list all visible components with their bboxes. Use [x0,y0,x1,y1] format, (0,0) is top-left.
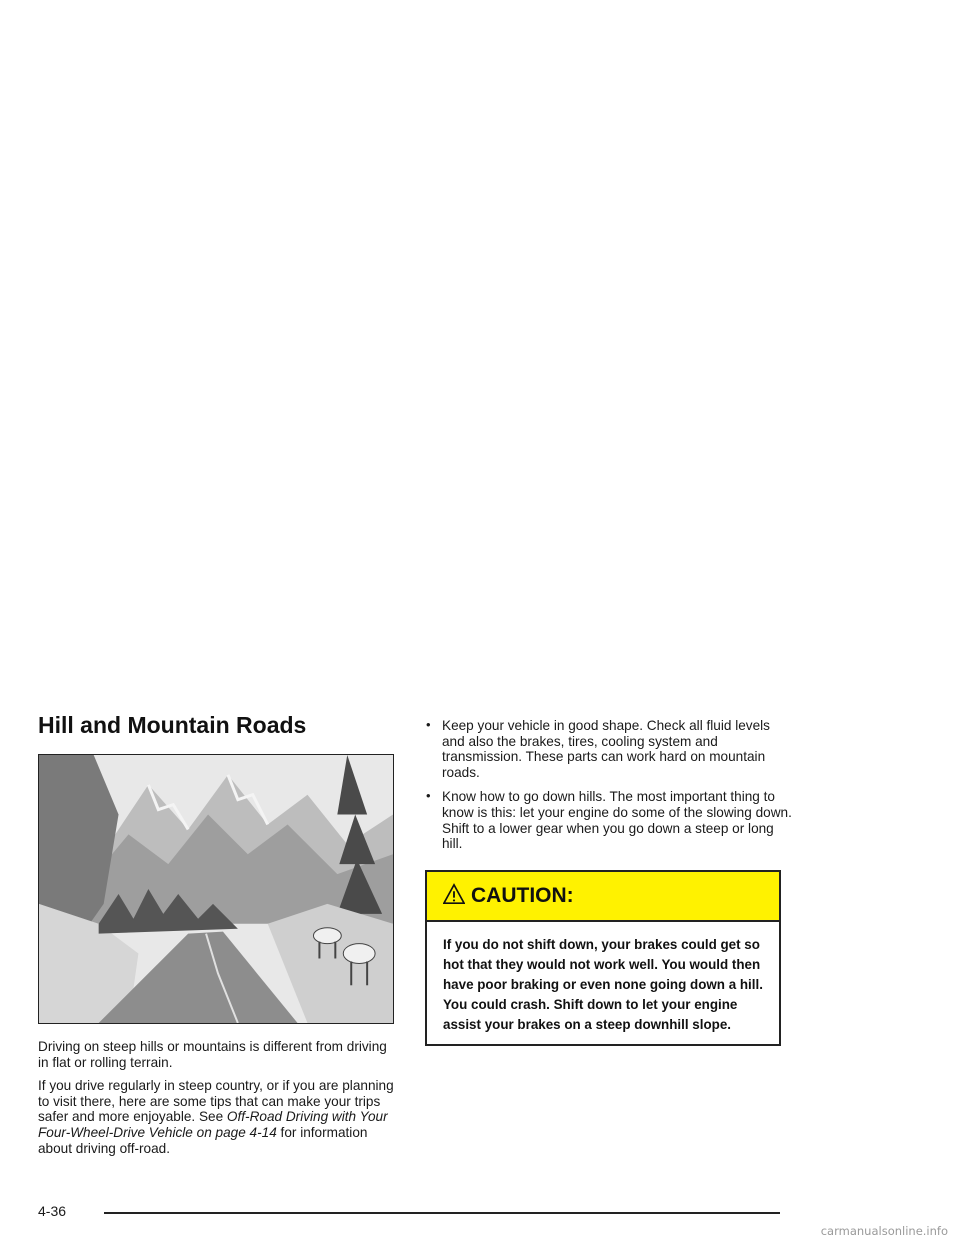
caution-box [425,870,781,1046]
footer-rule [104,1212,780,1214]
caution-header [427,872,779,922]
intro-paragraph: Driving on steep hills or mountains is different from driving in flat or rolling terrain. [38,1039,387,1070]
caution-title: CAUTION: [471,884,574,907]
tips-text-after: for information about driving off-road. [38,1124,368,1156]
page-number: 4-36 [38,1203,67,1219]
bullet-icon: • [426,717,431,732]
bullet-icon: • [426,788,431,804]
left-column-text [38,1039,398,1164]
caution-body: If you do not shift down, your brakes could get so hot that they would not work well. You would then have poor braking or even none going down a hill. You could crash. Shift down to let your engine assist your brakes on a steep downhill slope. [443,937,763,1032]
warning-triangle-icon [443,883,465,905]
watermark: carmanualsonline.info [820,1224,948,1238]
tips-paragraph [38,1078,398,1156]
section-heading: Hill and Mountain Roads [38,712,307,738]
tips-list [422,718,792,861]
tips-text-before: If you drive regularly in steep country, or if you are planning to visit there, here are some tips that can make your trips safer and more enjoyable. See [38,1078,394,1125]
cross-reference: Off-Road Driving with Your Four-Wheel-Drive Vehicle on page 4-14 [38,1109,388,1140]
mountain-road-illustration [38,754,394,1024]
list-item: • Keep your vehicle in good shape. Check all fluid levels and also the brakes, tires, cooling system and transmission. These parts can work hard on mountain roads. [426,717,770,780]
list-item: • Know how to go down hills. The most important thing to know is this: let your engine do some of the slowing down. Shift to a lower gear when you go down a steep or long hill. [426,788,792,852]
